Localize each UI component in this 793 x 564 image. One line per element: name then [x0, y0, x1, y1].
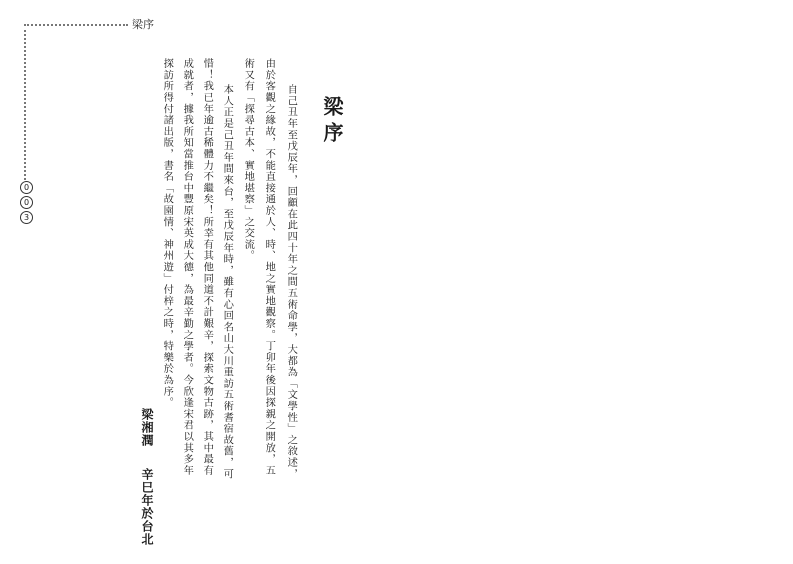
running-header-title: 梁序: [132, 18, 154, 31]
page-number-digit: 3: [20, 211, 33, 224]
signature-date: 辛巳年於台北: [140, 468, 154, 546]
page-number-digit: 0: [20, 196, 33, 209]
page-number-digit: 0: [20, 181, 33, 194]
text-column-7: 探訪所得付諸出版，書名「故園情、神州遊」付梓之時，特樂於為序。: [161, 58, 174, 409]
text-column-4: 本人正是己丑年間來台，至戊辰年時，雖有心回名山大川重訪五術耆宿故舊，可: [221, 84, 234, 480]
text-column-1: 自己丑年至戊辰年，回顧在此四十年之間五術命學，大都為「文學性」之敘述，: [285, 84, 298, 480]
text-column-6: 成就者，據我所知當推台中豐原宋英成大德，為最辛勤之學者。今欣逢宋君以其多年: [181, 58, 194, 477]
page-title: 梁序: [320, 96, 344, 148]
text-column-2: 由於客觀之緣故，不能直接通於人、時、地之實地觀察。丁卯年後因探親之開放，五: [263, 58, 276, 477]
signature-name: 梁湘潤: [140, 408, 154, 447]
page-number: [20, 181, 34, 226]
dotted-header-rule: [24, 24, 128, 26]
text-column-3: 術又有「探尋古本、實地堪察」之交流。: [242, 58, 255, 262]
dotted-margin-rule: [24, 30, 26, 180]
text-column-5: 惜！我已年逾古稀體力不繼矣！所幸有其他同道不計艱辛，探索文物古跡，其中最有: [201, 58, 214, 477]
